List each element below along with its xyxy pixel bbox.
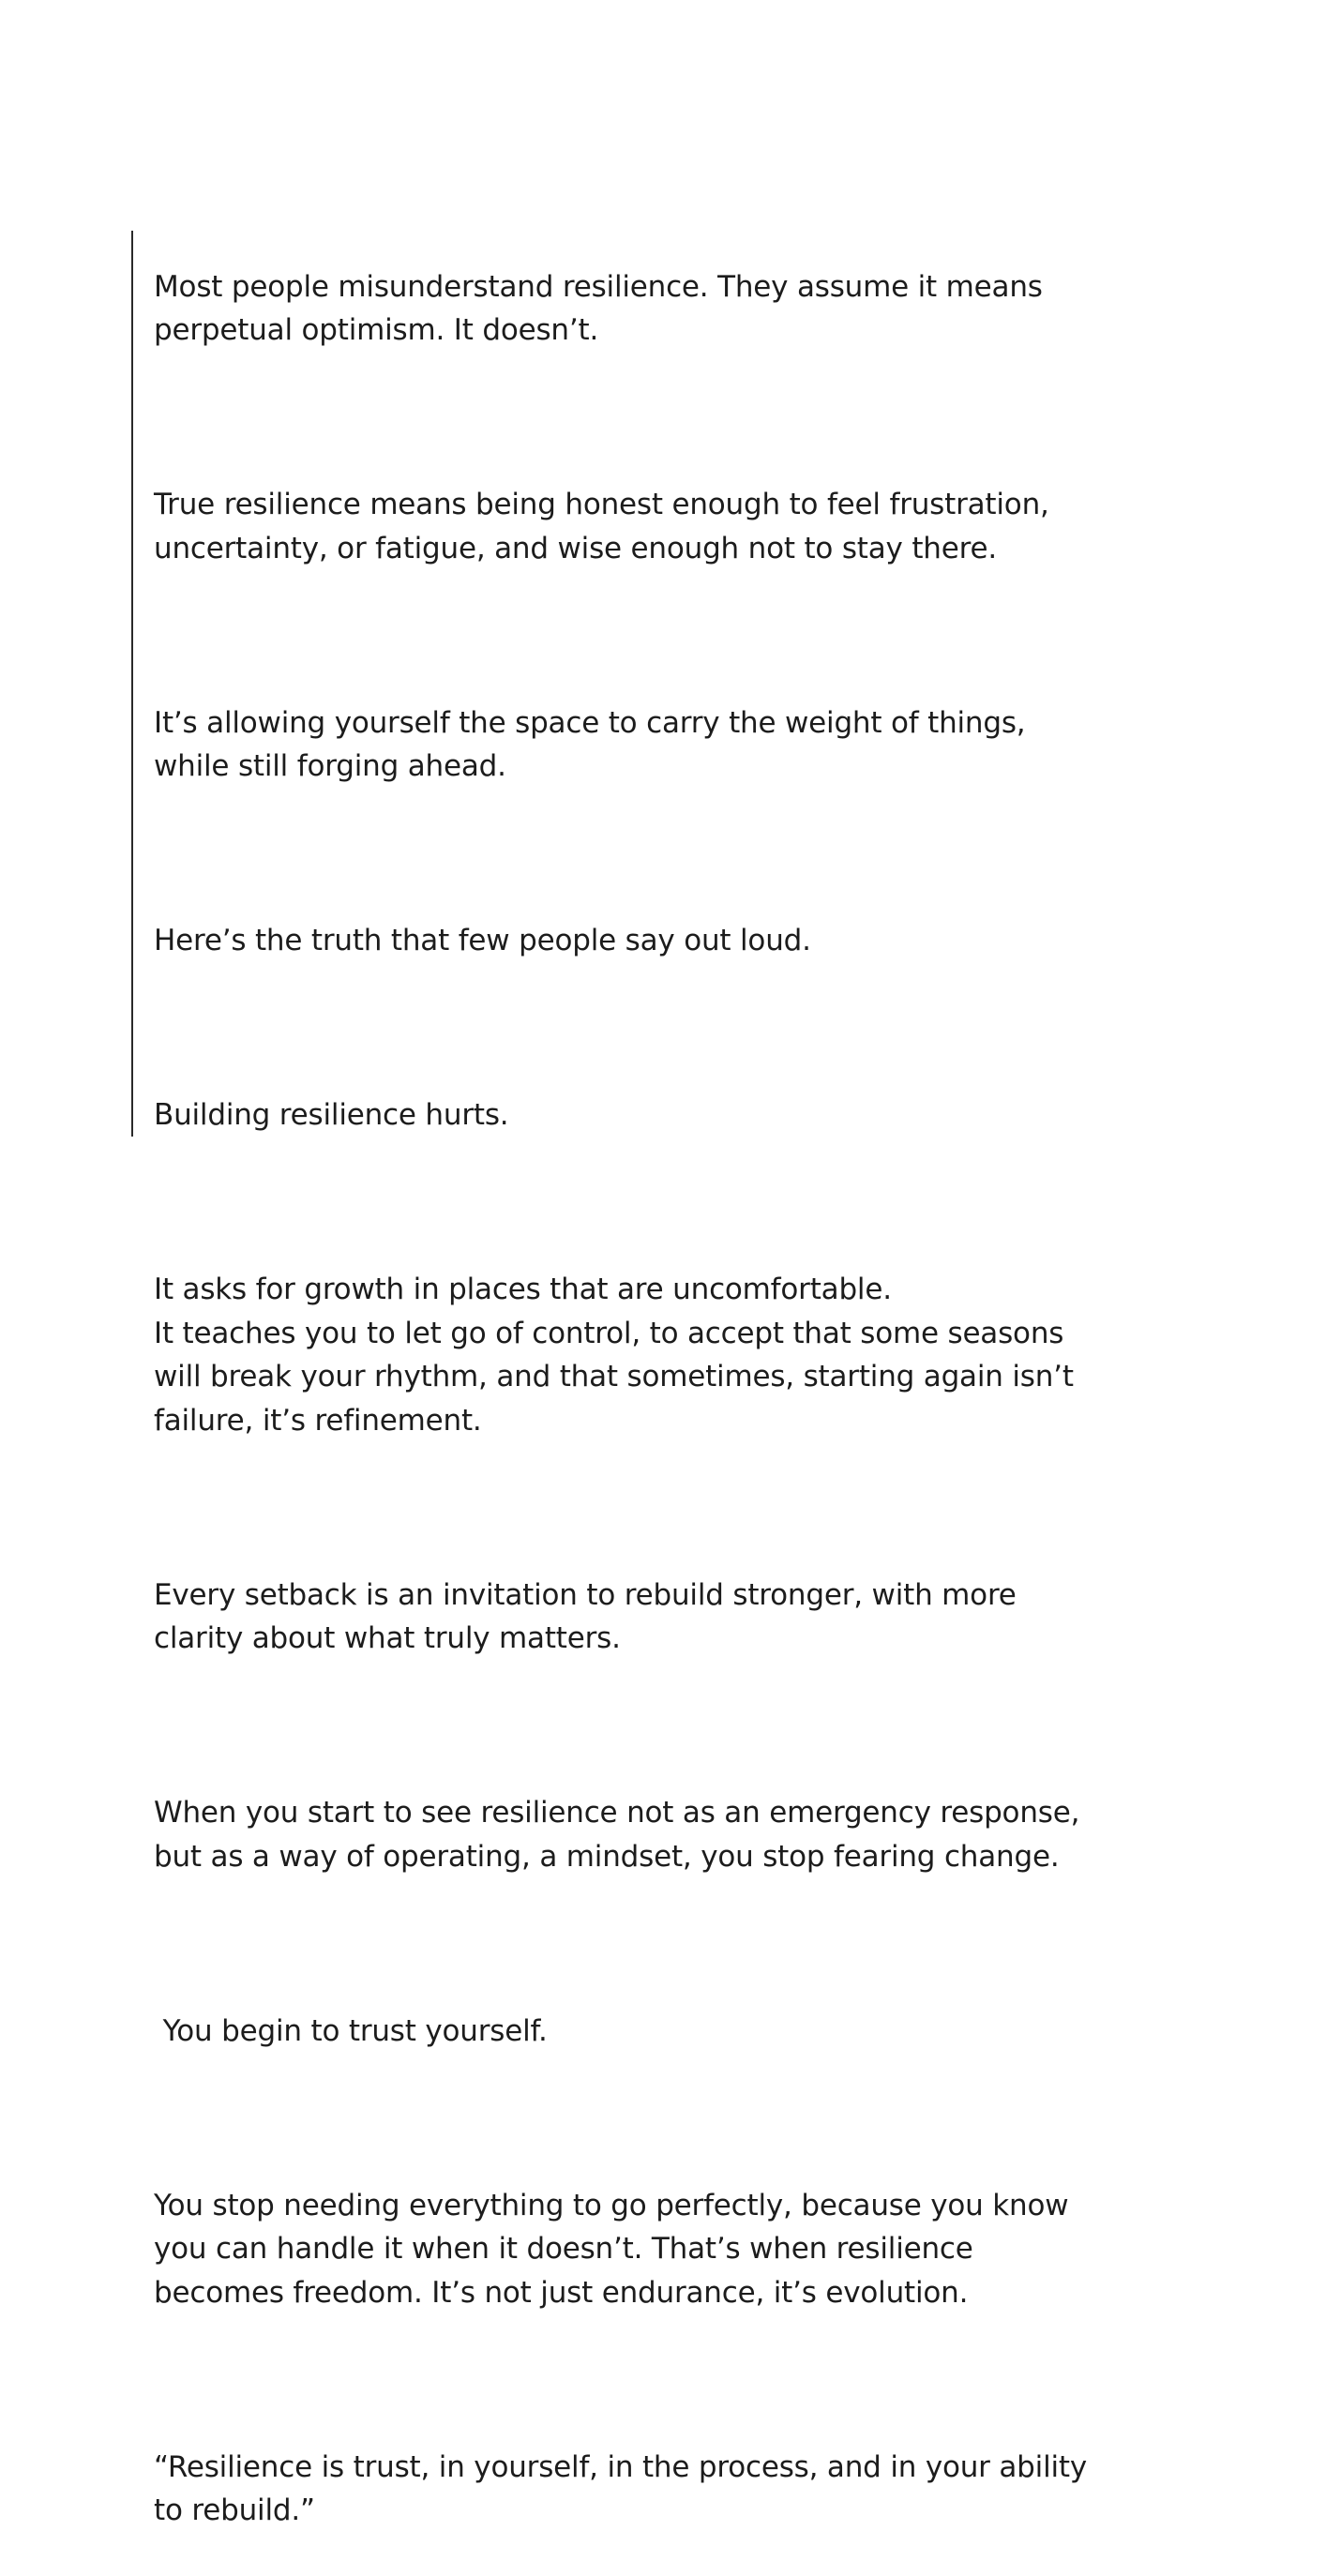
- paragraph-4: Here’s the truth that few people say out loud.: [154, 924, 811, 957]
- paragraph-2: True resilience means being honest enough to feel frustration, uncertainty, or fatigue, and wise enough not to stay there.: [154, 488, 1049, 565]
- paragraph-3: It’s allowing yourself the space to carry the weight of things, while still forging ahead.: [154, 705, 1026, 783]
- paragraph-7: Every setback is an invitation to rebuild stronger, with more clarity about what truly matters.: [154, 1577, 1017, 1655]
- paragraph-8: When you start to see resilience not as an emergency response, but as a way of operating, a mindset, you stop fearing change.: [154, 1796, 1080, 1874]
- paragraph-9: You begin to trust yourself.: [154, 2013, 548, 2048]
- margin-rule-line: [131, 231, 133, 1137]
- body-text: [154, 221, 1213, 2576]
- paragraph-1: Most people misunderstand resilience. They assume it means perpetual optimism. It doesn’t.: [154, 269, 1043, 347]
- paragraph-10: You stop needing everything to go perfectly, because you know you can handle it when it doesn’t. That’s when resilience becomes freedom. It’s not just endurance, it’s evolution.: [154, 2188, 1069, 2310]
- paragraph-5: Building resilience hurts.: [154, 1098, 509, 1132]
- closing-quote: “Resilience is trust, in yourself, in the process, and in your ability to rebuild.”: [154, 2449, 1087, 2527]
- paragraph-6: It asks for growth in places that are uncomfortable. It teaches you to let go of control, to accept that some seasons will break your rhythm, and that sometimes, starting again isn’t failure, it’s refinement.: [154, 1273, 1074, 1438]
